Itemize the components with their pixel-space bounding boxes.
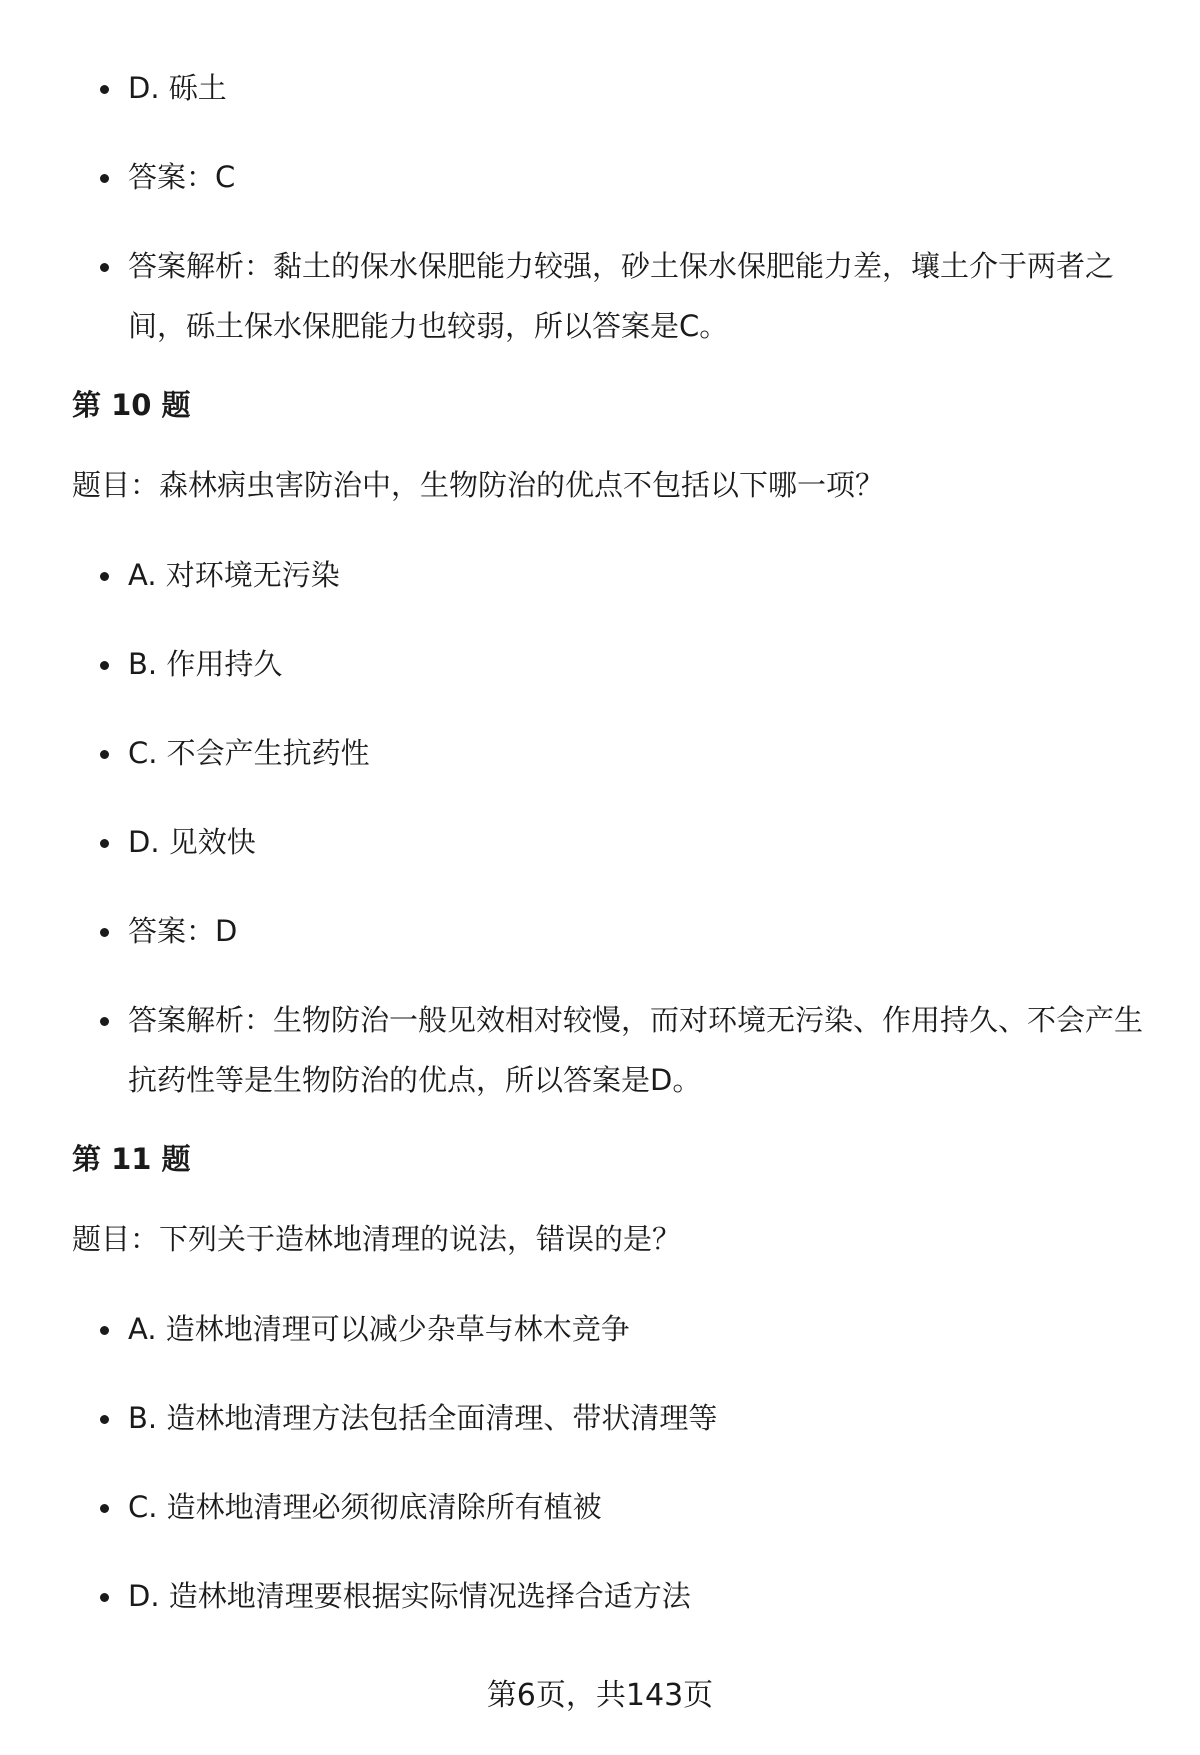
explanation-item: 答案解析：生物防治一般见效相对较慢，而对环境无污染、作用持久、不会产生抗药性等是生物防治的优点，所以答案是D。 <box>72 990 1152 1110</box>
page-number-footer: 第6页，共143页 <box>486 1678 714 1713</box>
answer-item: 答案：D <box>72 901 1152 961</box>
option-item: B. 作用持久 <box>72 634 1152 694</box>
option-item: C. 造林地清理必须彻底清除所有植被 <box>72 1477 1152 1537</box>
document-content <box>72 58 1152 1655</box>
option-item: B. 造林地清理方法包括全面清理、带状清理等 <box>72 1388 1152 1448</box>
question-heading: 第 11 题 <box>72 1142 191 1176</box>
option-item: D. 砾土 <box>72 58 1152 118</box>
explanation-item: 答案解析：黏土的保水保肥能力较强，砂土保水保肥能力差，壤土介于两者之间，砾土保水保肥能力也较弱，所以答案是C。 <box>72 236 1152 356</box>
option-item: A. 造林地清理可以减少杂草与林木竞争 <box>72 1299 1152 1359</box>
option-item: D. 造林地清理要根据实际情况选择合适方法 <box>72 1566 1152 1626</box>
question-options-list <box>72 1299 1152 1626</box>
option-item: D. 见效快 <box>72 812 1152 872</box>
question-options-list <box>72 545 1152 1110</box>
question-heading: 第 10 题 <box>72 388 191 422</box>
prev-question-list <box>72 58 1152 356</box>
question-stem: 题目：森林病虫害防治中，生物防治的优点不包括以下哪一项？ <box>72 468 885 502</box>
option-item: A. 对环境无污染 <box>72 545 1152 605</box>
option-item: C. 不会产生抗药性 <box>72 723 1152 783</box>
question-stem: 题目：下列关于造林地清理的说法，错误的是？ <box>72 1222 682 1256</box>
answer-item: 答案：C <box>72 147 1152 207</box>
